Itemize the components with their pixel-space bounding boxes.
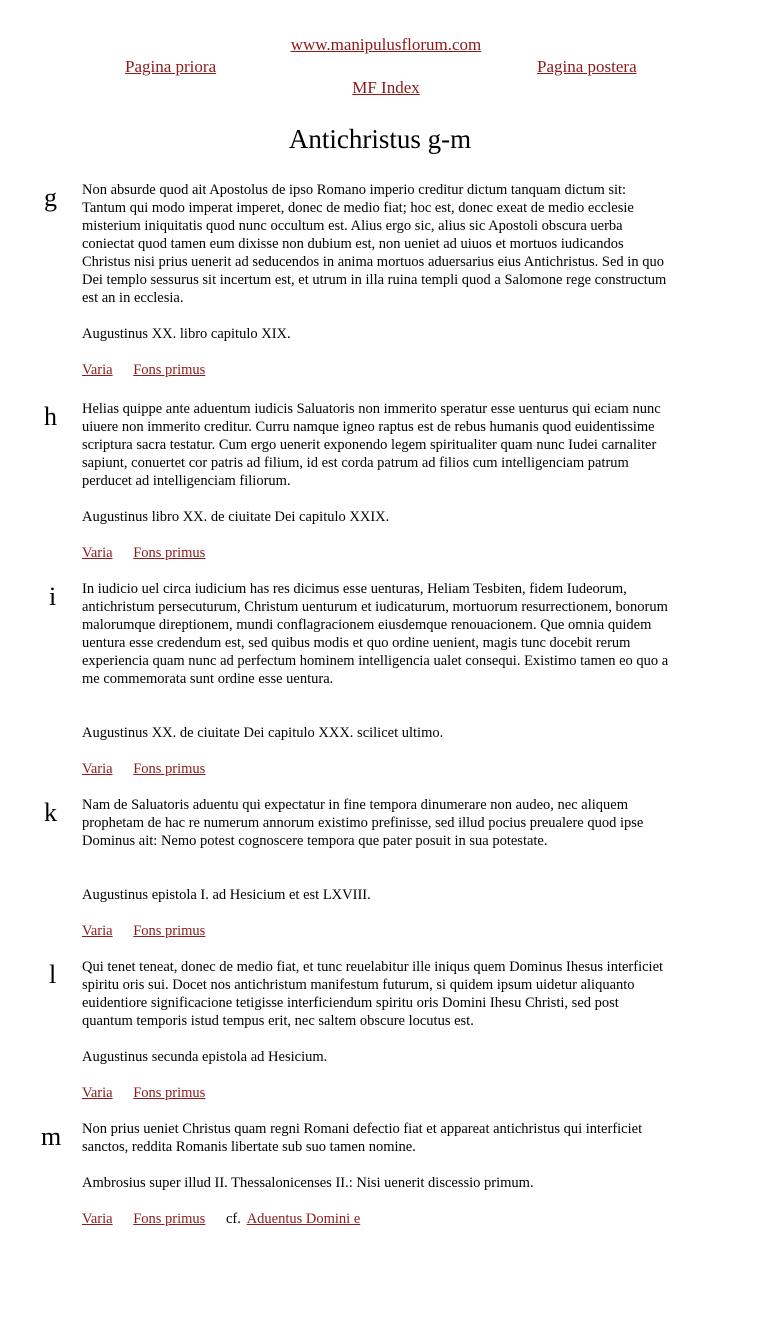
- entry-letter: m: [41, 1122, 62, 1151]
- fons-primus-link[interactable]: Fons primus: [133, 1211, 206, 1227]
- entry-text: Helias quippe ante aduentum iudicis Saluatoris non immerito speratur esse uenturus qui eciam nunc uiuere non immerito creditur. Curru namque igneo raptus est de rebus humanis quod euidentissime scriptura sacra testatur. Cum ergo uenerit exponendo legem spiritualiter quam nunc Iudei carnaliter sapiunt, conuertet cor patris ad filium, id est corda patrum ad filios cum intelligenciam patrum perducet ad intelligenciam filiorum.: [82, 401, 661, 489]
- entry-links: [82, 1084, 222, 1102]
- entry-source: Augustinus libro XX. de ciuitate Dei capitulo XXIX.: [82, 509, 390, 525]
- page-title: Antichristus g-m: [288, 124, 472, 154]
- fons-primus-link[interactable]: Fons primus: [133, 923, 206, 939]
- entry-source: Augustinus secunda epistola ad Hesicium.: [82, 1049, 328, 1065]
- entry-source: Augustinus XX. de ciuitate Dei capitulo XXX. scilicet ultimo.: [82, 725, 444, 741]
- index-link[interactable]: MF Index: [352, 78, 420, 97]
- entry-text: Qui tenet teneat, donec de medio fiat, et tunc reuelabitur ille iniqus quem Dominus Ihesus interficiet spiritu oris sui. Docet nos antichristum manifestum futurum, si quidem ipsum uidetur aliquanto euidentiore significacione tetigisse interficiendum spiritu oris Domini Ihesu Christi, sed post quantum temporis istud tempus erit, nec saltem obscure locutus est.: [82, 959, 664, 1029]
- entry-text: Non absurde quod ait Apostolus de ipso Romano imperio creditur dictum tanquam dictum sit: Tantum qui modo imperat imperet, donec de medio fiat; hoc est, donec exeat de medio ecclesie misterium iniquitatis quod nunc occultum est. Alius ergo sic, alius sic Apostoli obscura uerba coniectat quod tamen eum dixisse non dubium est, non ueniet ad uiuos et mortuos iudicandos Christus nisi prius uenerit ad seducendos in anima mortuos aduersarius eius Antichristus. Sed in quo Dei templo sessurus sit incertum est, et utrum in illa ruina templi quod a Salomone rege constructum est an in ecclesia.: [82, 182, 667, 306]
- entry-text: In iudicio uel circa iudicium has res dicimus esse uenturas, Heliam Tesbiten, fidem Iudeorum, antichristum persecuturum, Christum uenturum et iudicaturum, mortuorum resurrectionem, bonorum malorumque direptionem, mundi conflagracionem eiusdemque renouacionem. Que omnia quidem uentura esse credendum est, sed quibus modis et quo ordine uenient, magis tunc docebit rerum experiencia quam nunc ad perfectum hominem intelligencia ualet consequi. Existimo tamen eo quo a me commemorata sunt ordine esse uentura.: [82, 581, 669, 687]
- fons-primus-link[interactable]: Fons primus: [133, 1085, 206, 1101]
- entry-letter: h: [44, 402, 57, 431]
- fons-primus-link[interactable]: Fons primus: [133, 362, 206, 378]
- varia-link[interactable]: Varia: [82, 1085, 113, 1101]
- varia-link[interactable]: Varia: [82, 362, 113, 378]
- entry-letter: i: [49, 582, 57, 611]
- next-page-link[interactable]: Pagina postera: [537, 57, 637, 76]
- varia-link[interactable]: Varia: [82, 923, 113, 939]
- entry-text: Nam de Saluatoris aduentu qui expectatur in fine tempora dinumerare non audeo, nec aliquem prophetam de hac re numerum annorum existimo prefinisse, sed illud pocius preualere quod ipse Dominus ait: Nemo potest cognoscere tempora que pater posuit in sua potestate.: [82, 797, 644, 849]
- entry-letter: g: [44, 183, 57, 212]
- entry-text: Non prius ueniet Christus quam regni Romani defectio fiat et appareat antichristus qui interficiet sanctos, reddita Romanis libertate sub suo tamen nomine.: [82, 1121, 643, 1155]
- varia-link[interactable]: Varia: [82, 1211, 113, 1227]
- varia-link[interactable]: Varia: [82, 761, 113, 777]
- entry-letter: l: [49, 960, 57, 989]
- previous-page-link[interactable]: Pagina priora: [125, 57, 217, 76]
- varia-link[interactable]: Varia: [82, 545, 113, 561]
- cross-reference-link[interactable]: Aduentus Domini e: [246, 1211, 361, 1227]
- entry-links: [82, 922, 222, 940]
- entry-source: Augustinus XX. libro capitulo XIX.: [82, 326, 291, 342]
- fons-primus-link[interactable]: Fons primus: [133, 545, 206, 561]
- entry-source: Ambrosius super illud II. Thessalonicenses II.: Nisi uenerit discessio primum.: [82, 1175, 534, 1191]
- entry-links: [82, 760, 222, 778]
- entry-links: [82, 544, 222, 562]
- entry-links: [82, 361, 222, 379]
- entry-source: Augustinus epistola I. ad Hesicium et est LXVIII.: [82, 887, 371, 903]
- cf-label: cf.: [225, 1211, 241, 1227]
- site-link[interactable]: www.manipulusflorum.com: [290, 35, 482, 54]
- entry-letter: k: [44, 798, 57, 827]
- entry-links: [82, 1210, 360, 1228]
- fons-primus-link[interactable]: Fons primus: [133, 761, 206, 777]
